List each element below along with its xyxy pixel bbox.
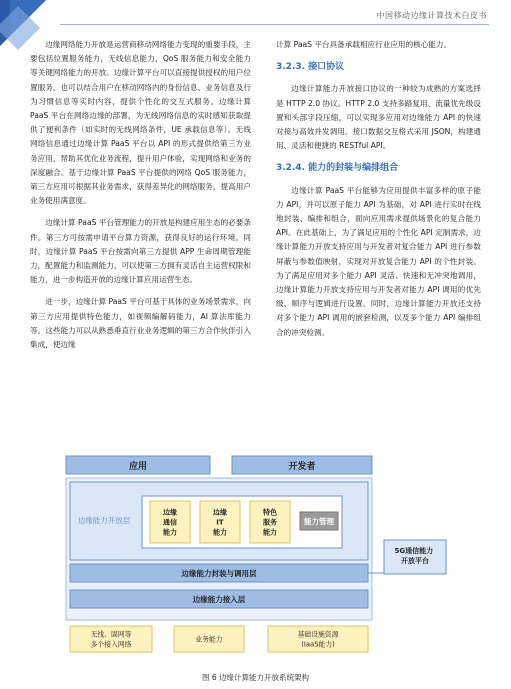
bottom-box-label: 无线、固网等多个接入网络 xyxy=(90,630,132,649)
access-layer-label: 边缘能力接入层 xyxy=(192,595,246,604)
capability-label: 边缘通信能力 xyxy=(163,508,177,537)
section-title: 3.2.3. 接口协议 xyxy=(276,62,345,73)
paragraph: 边缘计算能力开放接口协议的一种较为成熟的方案选择是 HTTP 2.0 协议。HTTP 2.0 支持多路复用、流量优先级设置和头部字段压缩，可以实现多应用对边缘能力 API 的快速对接与高效并发调用。接口数据交互格式采用 JSON，构建通用、灵活和便捷的 RESTful API。 xyxy=(276,84,481,151)
bottom-box-label: 业务能力 xyxy=(195,635,223,644)
encap-layer-label: 边缘能力封装与调用层 xyxy=(181,569,257,578)
platform-5g-label: 5G通信能力 开放平台 xyxy=(394,547,434,565)
bottom-box-label: 基础设施资源(IaaS能力) xyxy=(297,630,339,649)
developer-label: 开发者 xyxy=(288,462,316,472)
capability-label: 特色服务能力 xyxy=(263,508,277,537)
paragraph: 计算 PaaS 平台具备承载相应行业应用的核心能力。 xyxy=(276,40,452,49)
paragraph: 边缘计算 PaaS 平台管理能力的开放是构建应用生态的必要条件。第三方可按需申请平台算力资源，获得良好的运行环境。同时，边缘计算 PaaS 平台按需向第三方提供 APP 生命周期管理能力，配置能力和监测能力，可以使第三方拥有灵活自主运营权限和能力，进一步构造开放的边缘计算应用运营生态。 xyxy=(30,218,251,285)
capability-mgmt-label: 能力管理 xyxy=(304,517,334,526)
header-divider xyxy=(60,24,489,25)
architecture-diagram xyxy=(62,454,450,659)
figure-caption: 图 6 边缘计算能力开放系统架构 xyxy=(201,673,310,682)
paragraph: 边缘网络能力开放是运营商移动网络能力变现的重要手段，主要包括位置服务能力，无线信息能力，QoS 服务能力和安全能力等关键网络能力的开放。边缘计算平台可以直接提供授权的用户位置服务，也可以结合用户在移动网络内的身份信息、业务信息及行为习惯信息等实时内容，提供个性化的交互式服务。边缘计算 PaaS 平台在网络边缘的部署，为无线网络信息的实时感知获取提供了便利条件（如实时的无线网络条件，UE 承载信息等）。无线网络信息通过边缘计算 PaaS 平台以 API 的形式提供给第三方业务应用，帮助其优化业务流程，提升用户体验，实现网络和业务的深度融合。基于边缘计算 PaaS 平台提供的网络 QoS 服务能力，第三方应用可根据其业务需求，获得差异化的网络服务，提高用户业务使用满意度。 xyxy=(30,40,251,206)
section-title: 3.2.4. 能力的封装与编排组合 xyxy=(276,163,399,174)
capability-label: 边缘 IT 能力 xyxy=(213,508,227,537)
paragraph: 边缘计算 PaaS 平台能够为应用提供丰富多样的原子能力 API，并可以原子能力 API 为基础，对 API 进行实时在线地封装、编排和组合，面向应用需求提供场景化的复合能力 API。在此基础上，为了满足应用的个性化 API 定制需求，边缘计算能力开放支持应用与开发者对复合能力 API 进行参数屏蔽与参数值映射，实现对开放复合能力 API 的个性封装。为了满足应用对多个能力 API 灵活、快速和无冲突地调用，边缘计算能力开放支持应用与开发者对能力 API 调用的优先级、顺序与逻辑进行设置。同时，边缘计算能力开放还支持对多个能力 API 调用的嵌套检测，以及多个能力 API 编排组合的冲突检测。 xyxy=(276,185,481,337)
left-column xyxy=(30,38,251,360)
header-title: 中国移动边缘计算技术白皮书 xyxy=(376,11,487,20)
paragraph: 进一步，边缘计算 PaaS 平台可基于具体的业务场景需求，向第三方应用提供特色能力，如视频编解码能力，AI 算法库能力等。这些能力可以从熟悉垂直行业业务逻辑的第三方合作伙伴引入集成，使边缘 xyxy=(30,297,251,350)
open-layer-label: 边缘能力开放层 xyxy=(77,516,131,525)
app-label: 应用 xyxy=(128,462,148,472)
right-column xyxy=(276,38,481,348)
